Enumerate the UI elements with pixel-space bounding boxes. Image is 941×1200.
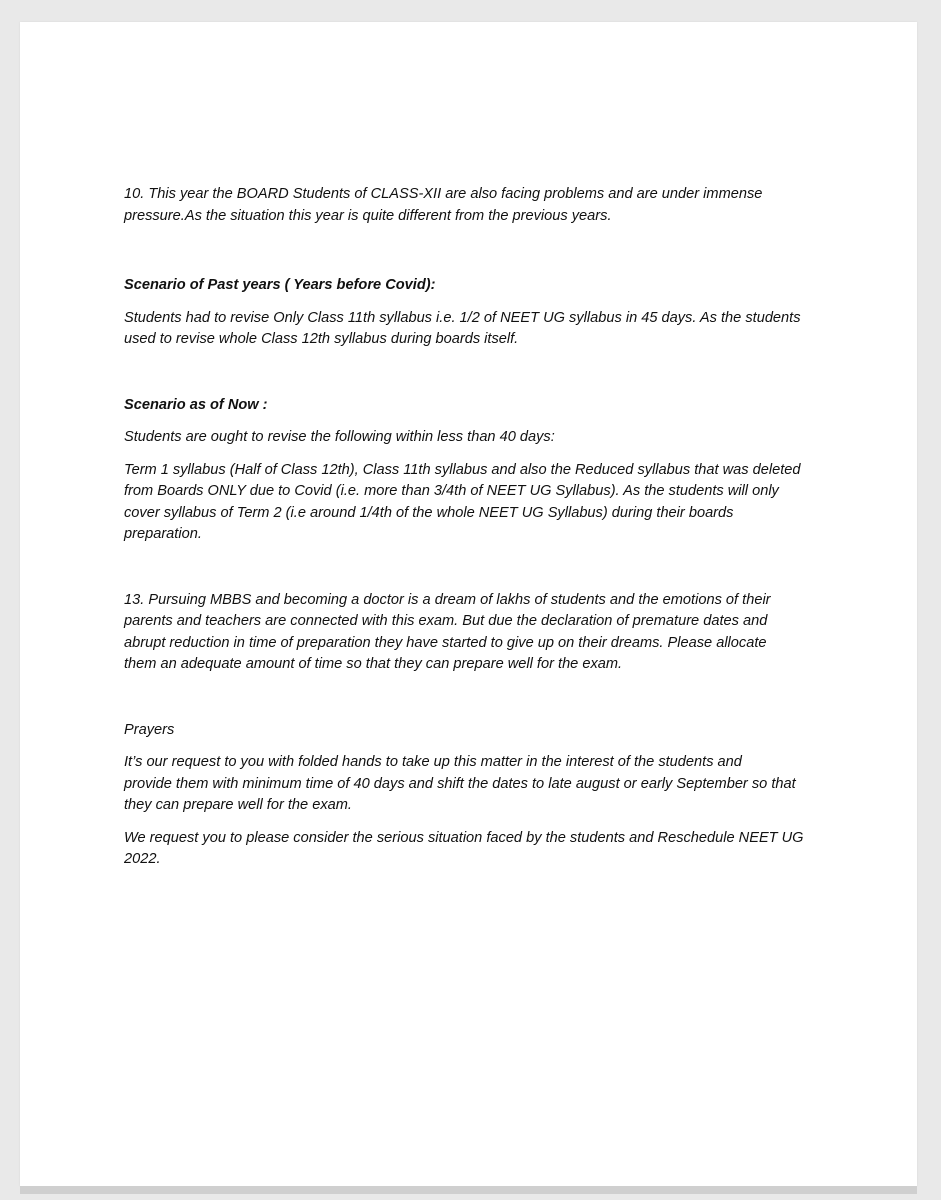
text-line: parents and teachers are connected with this exam. But due the declaration of premature dates and bbox=[124, 613, 768, 629]
text-line: used to revise whole Class 12th syllabus during boards itself. bbox=[124, 331, 519, 347]
text-line: cover syllabus of Term 2 (i.e around 1/4th of the whole NEET UG Syllabus) during their boards bbox=[124, 504, 734, 521]
text-line: 2022. bbox=[124, 851, 161, 867]
document-body bbox=[124, 162, 824, 871]
text-line: they can prepare well for the exam. bbox=[124, 797, 352, 813]
closing-paragraph bbox=[124, 828, 824, 871]
document-page bbox=[20, 22, 917, 1186]
text-line: pressure.As the situation this year is quite different from the previous years. bbox=[124, 207, 612, 224]
prayers-heading: Prayers bbox=[124, 721, 175, 738]
text-line: 10. This year the BOARD Students of CLASS-XII are also facing problems and are under immense bbox=[124, 186, 763, 202]
past-years-heading: Scenario of Past years ( Years before Covid): bbox=[124, 277, 436, 293]
text-line: abrupt reduction in time of preparation they have started to give up on their dreams. Please allocate bbox=[124, 634, 767, 651]
text-line: 13. Pursuing MBBS and becoming a doctor is a dream of lakhs of students and the emotions of their bbox=[124, 591, 771, 608]
text-line: provide them with minimum time of 40 days and shift the dates to late august or early September so that bbox=[124, 775, 796, 792]
text-line: preparation. bbox=[124, 526, 202, 542]
text-line: them an adequate amount of time so that they can prepare well for the exam. bbox=[124, 656, 623, 672]
text-line: It’s our request to you with folded hands to take up this matter in the interest of the students and bbox=[124, 754, 742, 770]
page-bottom-edge bbox=[20, 1186, 917, 1194]
text-line: We request you to please consider the serious situation faced by the students and Reschedule NEET UG bbox=[124, 829, 804, 846]
point-10-paragraph bbox=[124, 184, 824, 227]
point-13-paragraph bbox=[124, 590, 824, 676]
text-line: from Boards ONLY due to Covid (i.e. more than 3/4th of NEET UG Syllabus). As the students will only bbox=[124, 483, 779, 499]
now-body-paragraph bbox=[124, 460, 824, 546]
text-line: Term 1 syllabus (Half of Class 12th), Class 11th syllabus and also the Reduced syllabus that was deleted bbox=[124, 461, 801, 478]
past-years-paragraph bbox=[124, 308, 824, 351]
now-intro-paragraph: Students are ought to revise the following within less than 40 days: bbox=[124, 429, 555, 445]
prayers-paragraph bbox=[124, 752, 824, 817]
now-heading: Scenario as of Now : bbox=[124, 396, 268, 413]
text-line: Students had to revise Only Class 11th syllabus i.e. 1/2 of NEET UG syllabus in 45 days. As the students bbox=[124, 309, 801, 326]
